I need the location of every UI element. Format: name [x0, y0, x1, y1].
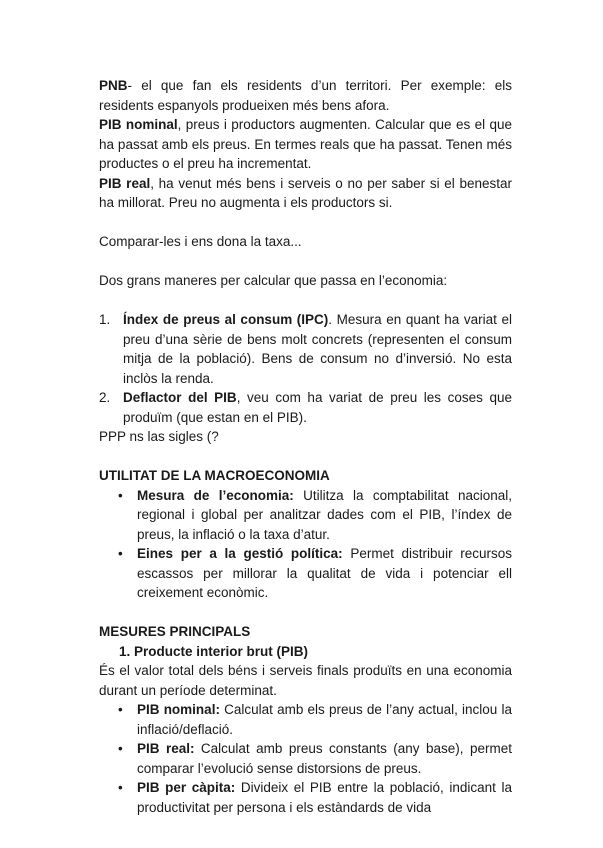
- method-term: Índex de preus al consum (IPC): [123, 312, 329, 327]
- mesures-item: [99, 778, 512, 817]
- mesures-term: PIB per càpita:: [137, 780, 236, 795]
- bullet: •: [118, 487, 123, 503]
- pib-definition: És el valor total dels béns i serveis finals produïts en una economia durant un període determinat.: [99, 663, 512, 698]
- compare-paragraph: Comparar-les i ens dona la taxa...: [99, 234, 302, 249]
- method-item: [99, 388, 512, 427]
- utilitat-term: Mesura de l’economia:: [137, 487, 294, 503]
- pnb-term: PNB: [99, 78, 128, 93]
- utilitat-item: [99, 486, 512, 545]
- pib-real-term: PIB real: [99, 175, 151, 191]
- mesures-item: [99, 739, 512, 778]
- bullet: •: [118, 741, 123, 756]
- bullet: •: [118, 702, 123, 717]
- pnb-paragraph: [99, 76, 512, 115]
- method-number: 1.: [99, 312, 111, 327]
- mesures-heading: MESURES PRINCIPALS: [99, 624, 251, 639]
- method-term: Deflactor del PIB: [123, 390, 237, 405]
- pib-real-text: , ha venut més bens i serveis o no per saber si el benestar ha millorat. Preu no augmenta i els productors si.: [99, 175, 512, 210]
- pnb-text: - el que fan els residents d’un territori. Per exemple: els residents espanyols produeixen més bens afora.: [99, 78, 512, 113]
- pib-nominal-paragraph: [99, 115, 512, 174]
- mesures-item: [99, 700, 512, 739]
- utilitat-text: Permet distribuir recursos escassos per millorar la qualitat de vida i potenciar ell creixement econòmic.: [137, 546, 513, 600]
- bullet: •: [118, 546, 123, 561]
- method-text: , veu com ha variat de preu les coses que produïm (que estan en el PIB).: [123, 390, 513, 425]
- utilitat-list: [99, 486, 512, 603]
- pib-subheading: 1. Producte interior brut (PIB): [119, 643, 309, 659]
- method-item: [99, 310, 512, 388]
- utilitat-text: Utilitza la comptabilitat nacional, regional i global per analitzar dades com el PIB, l’índex de preus, la inflació o la taxa d’atur.: [137, 487, 512, 542]
- mesures-list: [99, 700, 512, 817]
- method-number: 2.: [99, 390, 111, 405]
- document-body: [99, 76, 512, 817]
- mesures-text: Calculat amb preus constants (any base), permet comparar l’evolució sense distorsions de preus.: [137, 741, 512, 776]
- method-text: . Mesura en quant ha variat el preu d’una sèrie de bens molt concrets (representen el consum mitja de la població). Bens de consum no d’inversió. No esta inclòs la renda.: [123, 312, 512, 386]
- pib-nominal-text: , preus i productors augmenten. Calcular que es el que ha passat amb els preus. En termes reals que ha passat. Tenen més productes o el preu ha incrementat.: [99, 117, 512, 171]
- pib-real-paragraph: [99, 174, 512, 213]
- ppp-paragraph: PPP ns las sigles (?: [99, 429, 219, 444]
- mesures-term: PIB nominal:: [137, 702, 220, 717]
- ways-paragraph: Dos grans maneres per calcular que passa en l’economia:: [99, 273, 448, 288]
- utilitat-item: [99, 544, 512, 603]
- pib-nominal-term: PIB nominal: [99, 117, 178, 132]
- utilitat-term: Eines per a la gestió política:: [137, 546, 343, 561]
- mesures-text: Calculat amb els preus de l’any actual, inclou la inflació/deflació.: [137, 702, 512, 737]
- bullet: •: [118, 780, 123, 795]
- mesures-text: Divideix el PIB entre la població, indicant la productivitat per persona i els estàndards de vida: [137, 780, 512, 815]
- methods-list: [99, 310, 512, 427]
- utilitat-heading: UTILITAT DE LA MACROECONOMIA: [99, 468, 330, 483]
- mesures-term: PIB real:: [137, 741, 195, 756]
